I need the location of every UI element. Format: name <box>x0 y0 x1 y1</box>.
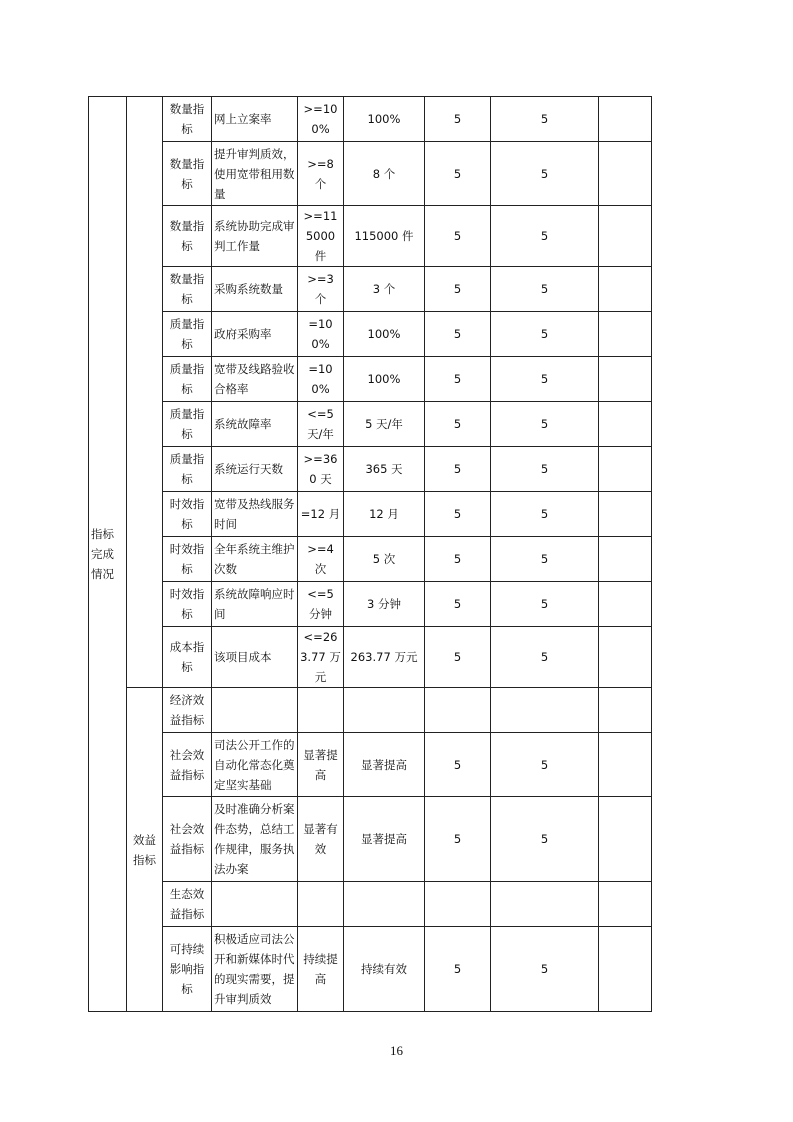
actual-value-cell: 3 个 <box>344 267 425 312</box>
indicator-type-cell: 时效指标 <box>163 537 212 582</box>
score-cell: 5 <box>491 267 599 312</box>
table-row <box>89 688 652 733</box>
target-value-cell: =12 月 <box>298 492 344 537</box>
target-value-cell: <=5 天/年 <box>298 402 344 447</box>
blank-group-cell <box>127 97 163 688</box>
score-cell: 5 <box>491 797 599 882</box>
table-row <box>89 537 652 582</box>
remarks-cell <box>599 688 652 733</box>
actual-value-cell: 100% <box>344 357 425 402</box>
indicator-type-cell: 社会效益指标 <box>163 733 212 797</box>
weight-cell <box>425 882 491 927</box>
actual-value-cell: 100% <box>344 97 425 142</box>
weight-cell: 5 <box>425 537 491 582</box>
score-cell: 5 <box>491 447 599 492</box>
remarks-cell <box>599 357 652 402</box>
indicator-type-cell: 质量指标 <box>163 357 212 402</box>
section-label: 指标完成情况 <box>89 97 127 1012</box>
remarks-cell <box>599 312 652 357</box>
target-value-cell: =100% <box>298 312 344 357</box>
indicator-type-cell: 质量指标 <box>163 447 212 492</box>
indicator-name-cell: 系统故障响应时间 <box>212 582 298 627</box>
target-value-cell: >=115000 件 <box>298 206 344 267</box>
actual-value-cell: 显著提高 <box>344 797 425 882</box>
target-value-cell: >=3 个 <box>298 267 344 312</box>
performance-table <box>88 96 652 1012</box>
indicator-type-cell: 数量指标 <box>163 97 212 142</box>
score-cell: 5 <box>491 537 599 582</box>
actual-value-cell: 263.77 万元 <box>344 627 425 688</box>
table-row <box>89 733 652 797</box>
score-cell: 5 <box>491 312 599 357</box>
indicator-name-cell: 采购系统数量 <box>212 267 298 312</box>
indicator-name-cell: 及时准确分析案件态势，总结工作规律，服务执法办案 <box>212 797 298 882</box>
actual-value-cell <box>344 882 425 927</box>
actual-value-cell: 100% <box>344 312 425 357</box>
remarks-cell <box>599 627 652 688</box>
table-row <box>89 267 652 312</box>
indicator-name-cell: 系统运行天数 <box>212 447 298 492</box>
actual-value-cell: 115000 件 <box>344 206 425 267</box>
group-label: 效益指标 <box>127 688 163 1012</box>
indicator-type-cell: 数量指标 <box>163 267 212 312</box>
indicator-type-cell: 经济效益指标 <box>163 688 212 733</box>
weight-cell: 5 <box>425 142 491 206</box>
score-cell: 5 <box>491 927 599 1012</box>
indicator-type-cell: 数量指标 <box>163 206 212 267</box>
table-row <box>89 312 652 357</box>
actual-value-cell: 5 天/年 <box>344 402 425 447</box>
table-row <box>89 97 652 142</box>
indicator-type-cell: 成本指标 <box>163 627 212 688</box>
indicator-type-cell: 质量指标 <box>163 402 212 447</box>
indicator-name-cell: 宽带及热线服务时间 <box>212 492 298 537</box>
remarks-cell <box>599 267 652 312</box>
score-cell: 5 <box>491 627 599 688</box>
remarks-cell <box>599 206 652 267</box>
indicator-name-cell: 网上立案率 <box>212 97 298 142</box>
indicator-name-cell: 系统协助完成审判工作量 <box>212 206 298 267</box>
remarks-cell <box>599 142 652 206</box>
remarks-cell <box>599 582 652 627</box>
actual-value-cell: 显著提高 <box>344 733 425 797</box>
score-cell: 5 <box>491 492 599 537</box>
actual-value-cell <box>344 688 425 733</box>
weight-cell: 5 <box>425 206 491 267</box>
target-value-cell: <=263.77 万元 <box>298 627 344 688</box>
weight-cell: 5 <box>425 267 491 312</box>
score-cell <box>491 882 599 927</box>
indicator-name-cell: 宽带及线路验收合格率 <box>212 357 298 402</box>
weight-cell: 5 <box>425 447 491 492</box>
indicator-name-cell: 提升审判质效，使用宽带租用数量 <box>212 142 298 206</box>
remarks-cell <box>599 97 652 142</box>
remarks-cell <box>599 402 652 447</box>
indicator-type-cell: 数量指标 <box>163 142 212 206</box>
indicator-name-cell: 司法公开工作的自动化常态化奠定坚实基础 <box>212 733 298 797</box>
remarks-cell <box>599 882 652 927</box>
indicator-type-cell: 可持续影响指标 <box>163 927 212 1012</box>
weight-cell: 5 <box>425 582 491 627</box>
indicator-name-cell: 政府采购率 <box>212 312 298 357</box>
weight-cell: 5 <box>425 627 491 688</box>
remarks-cell <box>599 492 652 537</box>
weight-cell: 5 <box>425 402 491 447</box>
target-value-cell: 显著提高 <box>298 733 344 797</box>
table-row <box>89 882 652 927</box>
target-value-cell: >=8 个 <box>298 142 344 206</box>
indicator-name-cell: 该项目成本 <box>212 627 298 688</box>
target-value-cell: <=5 分钟 <box>298 582 344 627</box>
indicator-name-cell <box>212 688 298 733</box>
remarks-cell <box>599 447 652 492</box>
actual-value-cell: 12 月 <box>344 492 425 537</box>
actual-value-cell: 3 分钟 <box>344 582 425 627</box>
target-value-cell: 持续提高 <box>298 927 344 1012</box>
indicator-type-cell: 时效指标 <box>163 582 212 627</box>
score-cell: 5 <box>491 402 599 447</box>
indicator-type-cell: 社会效益指标 <box>163 797 212 882</box>
weight-cell: 5 <box>425 357 491 402</box>
remarks-cell <box>599 797 652 882</box>
score-cell <box>491 688 599 733</box>
target-value-cell <box>298 688 344 733</box>
score-cell: 5 <box>491 206 599 267</box>
table-row <box>89 447 652 492</box>
target-value-cell: >=100% <box>298 97 344 142</box>
target-value-cell: =100% <box>298 357 344 402</box>
score-cell: 5 <box>491 582 599 627</box>
actual-value-cell: 365 天 <box>344 447 425 492</box>
remarks-cell <box>599 927 652 1012</box>
weight-cell: 5 <box>425 797 491 882</box>
indicator-name-cell <box>212 882 298 927</box>
score-cell: 5 <box>491 142 599 206</box>
weight-cell: 5 <box>425 492 491 537</box>
score-cell: 5 <box>491 733 599 797</box>
target-value-cell <box>298 882 344 927</box>
weight-cell <box>425 688 491 733</box>
score-cell: 5 <box>491 357 599 402</box>
weight-cell: 5 <box>425 927 491 1012</box>
indicator-name-cell: 全年系统主维护次数 <box>212 537 298 582</box>
table-row <box>89 582 652 627</box>
actual-value-cell: 5 次 <box>344 537 425 582</box>
indicator-type-cell: 时效指标 <box>163 492 212 537</box>
actual-value-cell: 持续有效 <box>344 927 425 1012</box>
table-row <box>89 927 652 1012</box>
target-value-cell: >=360 天 <box>298 447 344 492</box>
indicator-name-cell: 系统故障率 <box>212 402 298 447</box>
indicator-type-cell: 质量指标 <box>163 312 212 357</box>
actual-value-cell: 8 个 <box>344 142 425 206</box>
indicator-type-cell: 生态效益指标 <box>163 882 212 927</box>
table-row <box>89 402 652 447</box>
weight-cell: 5 <box>425 733 491 797</box>
table-row <box>89 492 652 537</box>
table-row <box>89 206 652 267</box>
weight-cell: 5 <box>425 97 491 142</box>
indicator-name-cell: 积极适应司法公开和新媒体时代的现实需要，提升审判质效 <box>212 927 298 1012</box>
table-row <box>89 142 652 206</box>
table-row <box>89 357 652 402</box>
target-value-cell: 显著有效 <box>298 797 344 882</box>
remarks-cell <box>599 537 652 582</box>
weight-cell: 5 <box>425 312 491 357</box>
score-cell: 5 <box>491 97 599 142</box>
table-row <box>89 797 652 882</box>
target-value-cell: >=4 次 <box>298 537 344 582</box>
page-number: 16 <box>390 1043 403 1058</box>
table-row <box>89 627 652 688</box>
remarks-cell <box>599 733 652 797</box>
